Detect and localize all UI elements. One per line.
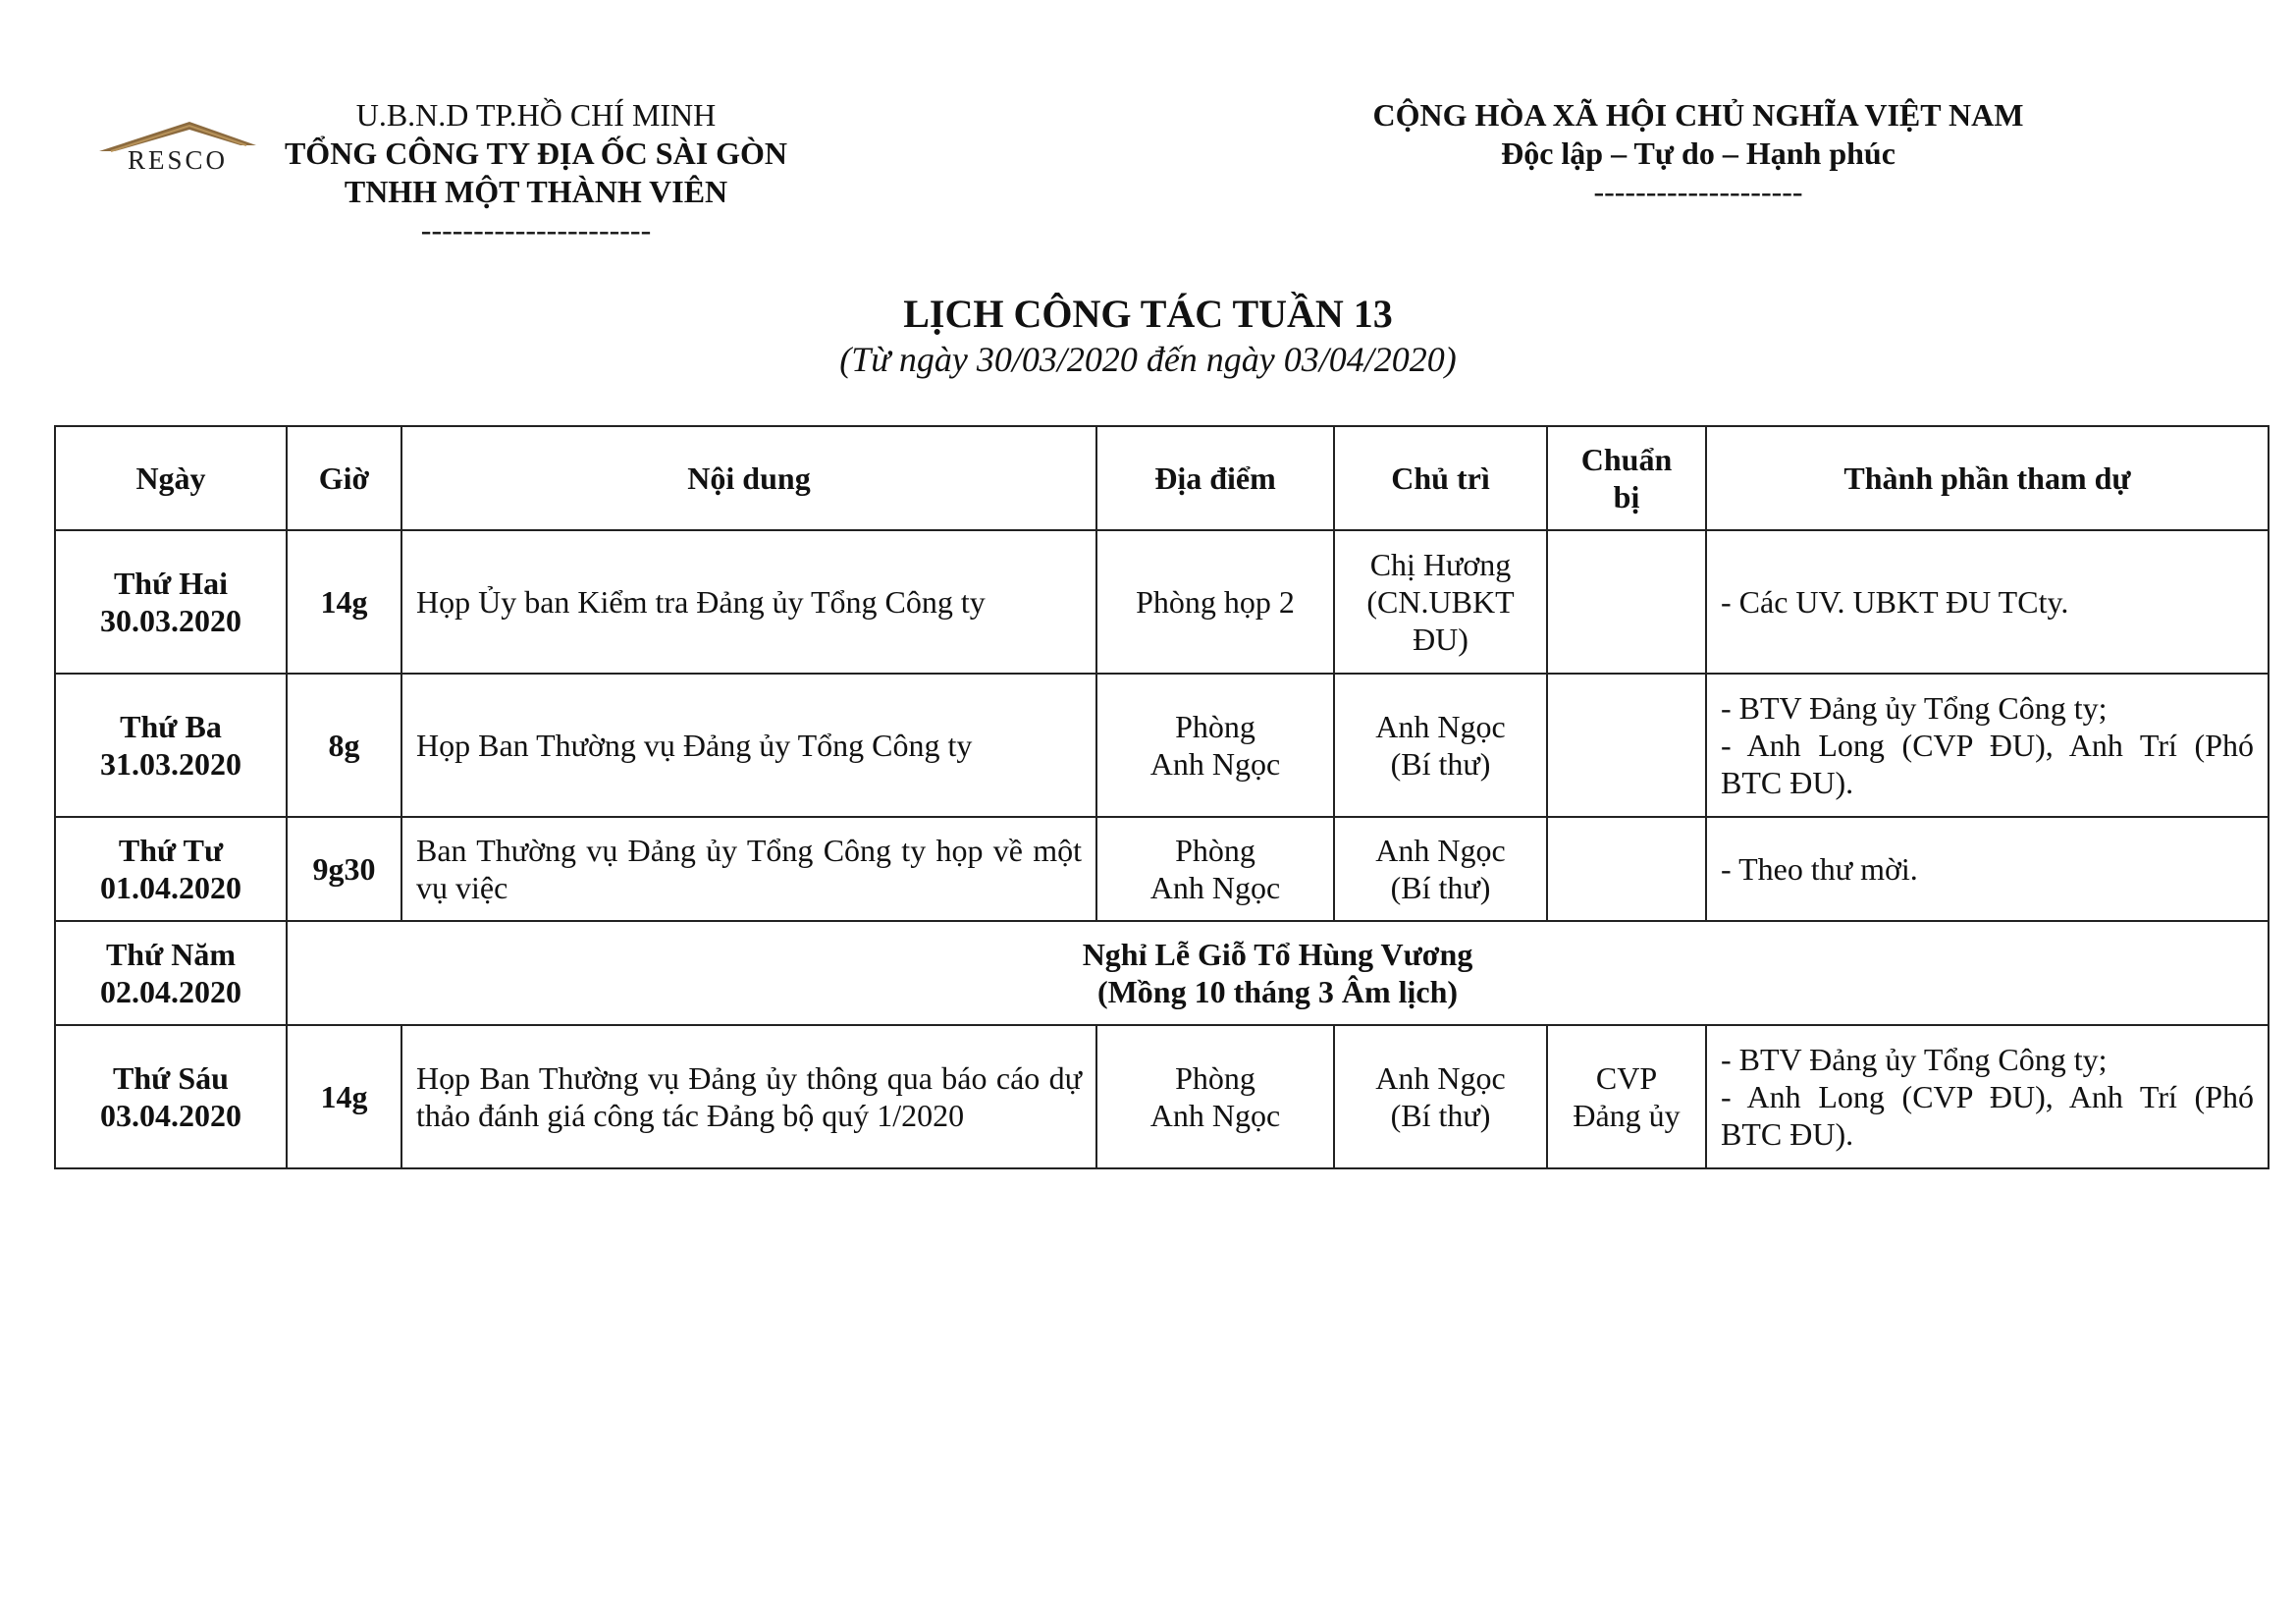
table-row [55,674,2269,817]
host-line2: (CN.UBKT [1366,584,1515,620]
attendees-line1: - BTV Đảng ủy Tổng Công ty; [1721,1042,2108,1077]
prep-cell [1547,530,1706,674]
prep-cell [1547,674,1706,817]
day-name: Thứ Ba [120,709,222,744]
header-gio: Giờ [287,426,401,530]
place-cell [1096,674,1334,817]
content-cell: Họp Ban Thường vụ Đảng ủy Tổng Công ty [401,674,1096,817]
table-header-row [55,426,2269,530]
day-cell [55,530,287,674]
day-cell [55,817,287,921]
attendees-cell [1706,1025,2269,1168]
place-line1: Phòng [1175,1060,1255,1096]
place-line1: Phòng họp 2 [1136,584,1295,620]
day-name: Thứ Năm [105,937,237,972]
issuer-header [265,96,807,249]
host-line1: Chị Hương [1369,547,1512,582]
place-cell [1096,817,1334,921]
table-row [55,921,2269,1025]
host-line1: Anh Ngọc [1375,833,1506,868]
day-cell [55,674,287,817]
day-cell [55,921,287,1025]
place-line2: Anh Ngọc [1149,746,1281,782]
issuer-authority: U.B.N.D TP.HỒ CHÍ MINH [355,97,717,133]
document-subtitle: (Từ ngày 30/03/2020 đến ngày 03/04/2020) [839,340,1457,379]
prep-cell [1547,817,1706,921]
header-noi-dung: Nội dung [401,426,1096,530]
header-thanh-phan: Thành phần tham dự [1706,426,2269,530]
attendees-line1: - Theo thư mời. [1721,851,1918,887]
holiday-note: (Mồng 10 tháng 3 Âm lịch) [1096,974,1459,1009]
prep-cell [1547,1025,1706,1168]
host-line2: (Bí thư) [1390,746,1491,782]
prep-line2: Đảng ủy [1573,1098,1681,1133]
host-line2: (Bí thư) [1390,1098,1491,1133]
day-date: 31.03.2020 [100,746,241,782]
header-ngay: Ngày [55,426,287,530]
table-row [55,1025,2269,1168]
host-cell [1334,530,1547,674]
place-line1: Phòng [1175,833,1255,868]
day-date: 30.03.2020 [100,603,241,638]
header-chuan-bi [1547,426,1706,530]
time-cell: 9g30 [287,817,401,921]
host-line1: Anh Ngọc [1375,709,1506,744]
national-header [1335,96,2061,211]
header-chuan-bi-line2: bị [1613,479,1640,514]
host-line1: Anh Ngọc [1375,1060,1506,1096]
host-cell [1334,1025,1547,1168]
attendees-line1: - Các UV. UBKT ĐU TCty. [1721,584,2069,620]
attendees-line2: - Anh Long (CVP ĐU), Anh Trí (Phó BTC ĐU). [1721,1079,2254,1152]
issuer-divider: ---------------------- [420,212,652,247]
place-line2: Anh Ngọc [1149,870,1281,905]
day-name: Thứ Hai [113,566,229,601]
attendees-line2: - Anh Long (CVP ĐU), Anh Trí (Phó BTC ĐU). [1721,728,2254,800]
attendees-cell [1706,530,2269,674]
table-row [55,817,2269,921]
content-cell: Họp Ban Thường vụ Đảng ủy thông qua báo cáo dự thảo đánh giá công tác Đảng bộ quý 1/2020 [401,1025,1096,1168]
place-cell [1096,530,1334,674]
national-title: CỘNG HÒA XÃ HỘI CHỦ NGHĨA VIỆT NAM [1372,97,2024,133]
day-date: 03.04.2020 [100,1098,241,1133]
time-cell: 14g [287,530,401,674]
header-chuan-bi-line1: Chuẩn [1580,442,1673,477]
logo-text: RESCO [127,145,229,175]
day-name: Thứ Tư [118,833,224,868]
host-line2: (Bí thư) [1390,870,1491,905]
attendees-cell [1706,817,2269,921]
host-cell [1334,817,1547,921]
day-date: 02.04.2020 [100,974,241,1009]
company-logo [93,116,262,181]
content-cell: Họp Ủy ban Kiểm tra Đảng ủy Tổng Công ty [401,530,1096,674]
host-cell [1334,674,1547,817]
day-cell [55,1025,287,1168]
table-row [55,530,2269,674]
prep-line1: CVP [1595,1060,1658,1096]
holiday-title: Nghỉ Lễ Giỗ Tổ Hùng Vương [1082,937,1473,972]
attendees-line1: - BTV Đảng ủy Tổng Công ty; [1721,690,2108,726]
header-dia-diem: Địa điểm [1096,426,1334,530]
place-line2: Anh Ngọc [1149,1098,1281,1133]
holiday-cell [287,921,2269,1025]
place-cell [1096,1025,1334,1168]
issuer-company-type: TNHH MỘT THÀNH VIÊN [344,174,728,209]
schedule-table [54,425,2269,1169]
day-date: 01.04.2020 [100,870,241,905]
header-chu-tri: Chủ trì [1334,426,1547,530]
host-line3: ĐU) [1413,622,1468,657]
document-title: LỊCH CÔNG TÁC TUẦN 13 [903,292,1393,336]
attendees-cell [1706,674,2269,817]
time-cell: 14g [287,1025,401,1168]
day-name: Thứ Sáu [113,1060,229,1096]
time-cell: 8g [287,674,401,817]
national-divider: -------------------- [1593,174,1803,209]
place-line1: Phòng [1175,709,1255,744]
national-motto: Độc lập – Tự do – Hạnh phúc [1501,135,1896,171]
issuer-company: TỔNG CÔNG TY ĐỊA ỐC SÀI GÒN [284,135,788,171]
content-cell: Ban Thường vụ Đảng ủy Tổng Công ty họp về một vụ việc [401,817,1096,921]
